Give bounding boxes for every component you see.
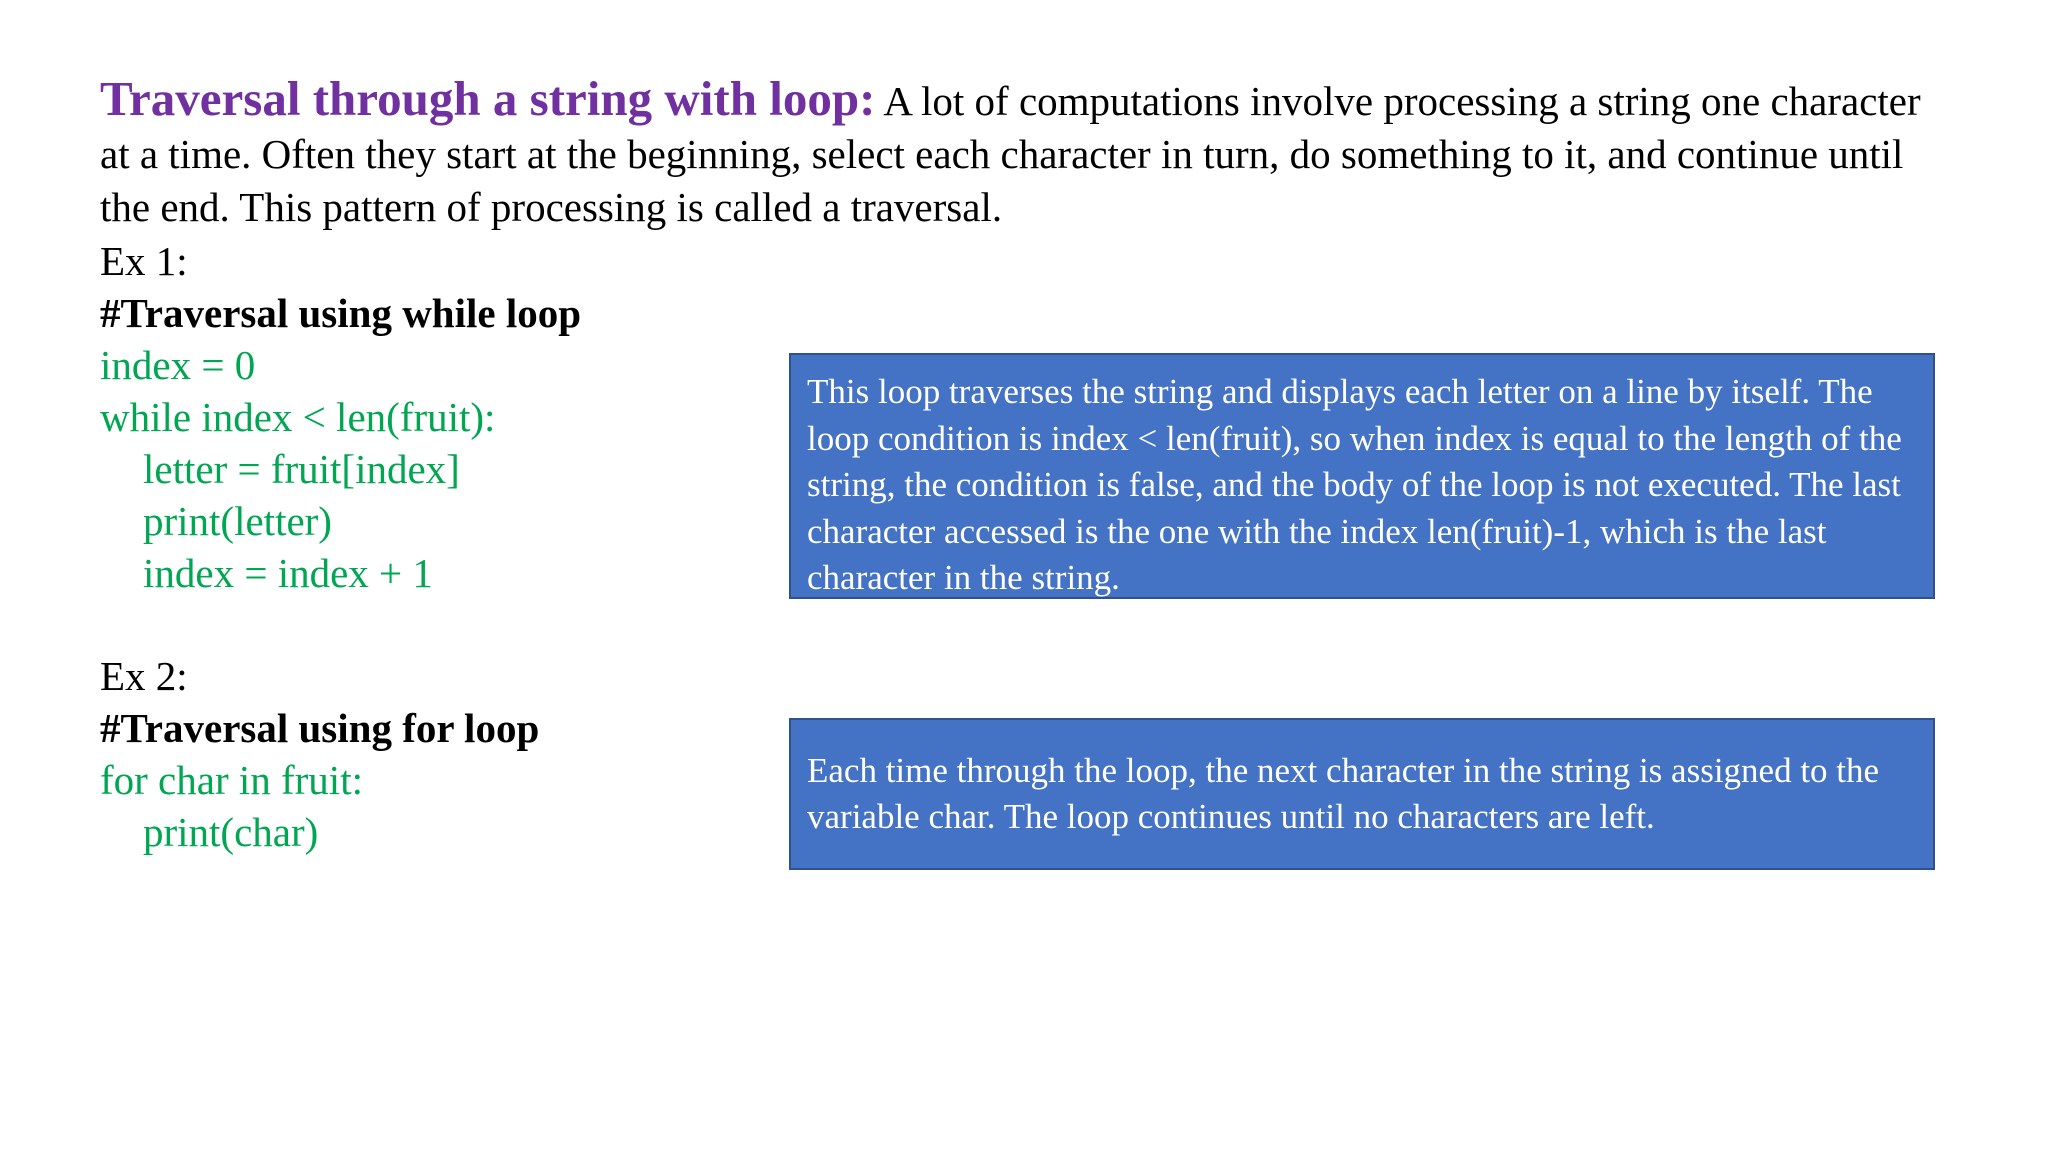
- code-line: print(letter): [143, 498, 332, 544]
- code-line: index = 0: [100, 342, 256, 388]
- code-line: while index < len(fruit):: [100, 394, 496, 440]
- example-2: [100, 650, 800, 858]
- example-2-label: Ex 2:: [100, 653, 188, 699]
- code-line: letter = fruit[index]: [143, 446, 460, 492]
- example-1-label: Ex 1:: [100, 238, 188, 284]
- code-line: print(char): [143, 809, 319, 855]
- intro-text: A lot of computations involve processing a string one character at a time. Often they start at the beginning, select each character in turn, do something to it, and continue until the end. This pattern of processing is called a traversal.: [100, 78, 1921, 230]
- example-1-comment: #Traversal using while loop: [100, 290, 582, 336]
- intro-paragraph: [100, 72, 1960, 234]
- slide-heading: Traversal through a string with loop:: [100, 71, 876, 126]
- code-line: index = index + 1: [143, 550, 433, 596]
- example-2-comment: #Traversal using for loop: [100, 705, 540, 751]
- note-box-while: [789, 353, 1935, 599]
- note-box-for-text: Each time through the loop, the next character in the string is assigned to the variable char. The loop continues until no characters are left.: [807, 750, 1880, 836]
- note-box-for: [789, 718, 1935, 870]
- example-1: [100, 235, 800, 599]
- code-line: for char in fruit:: [100, 757, 363, 803]
- note-box-while-text: This loop traverses the string and displays each letter on a line by itself. The loop condition is index < len(fruit), so when index is equal to the length of the string, the condition is false, and the body of the loop is not executed. The last character accessed is the one with the index len(fruit)-1, which is the last character in the string.: [807, 372, 1902, 597]
